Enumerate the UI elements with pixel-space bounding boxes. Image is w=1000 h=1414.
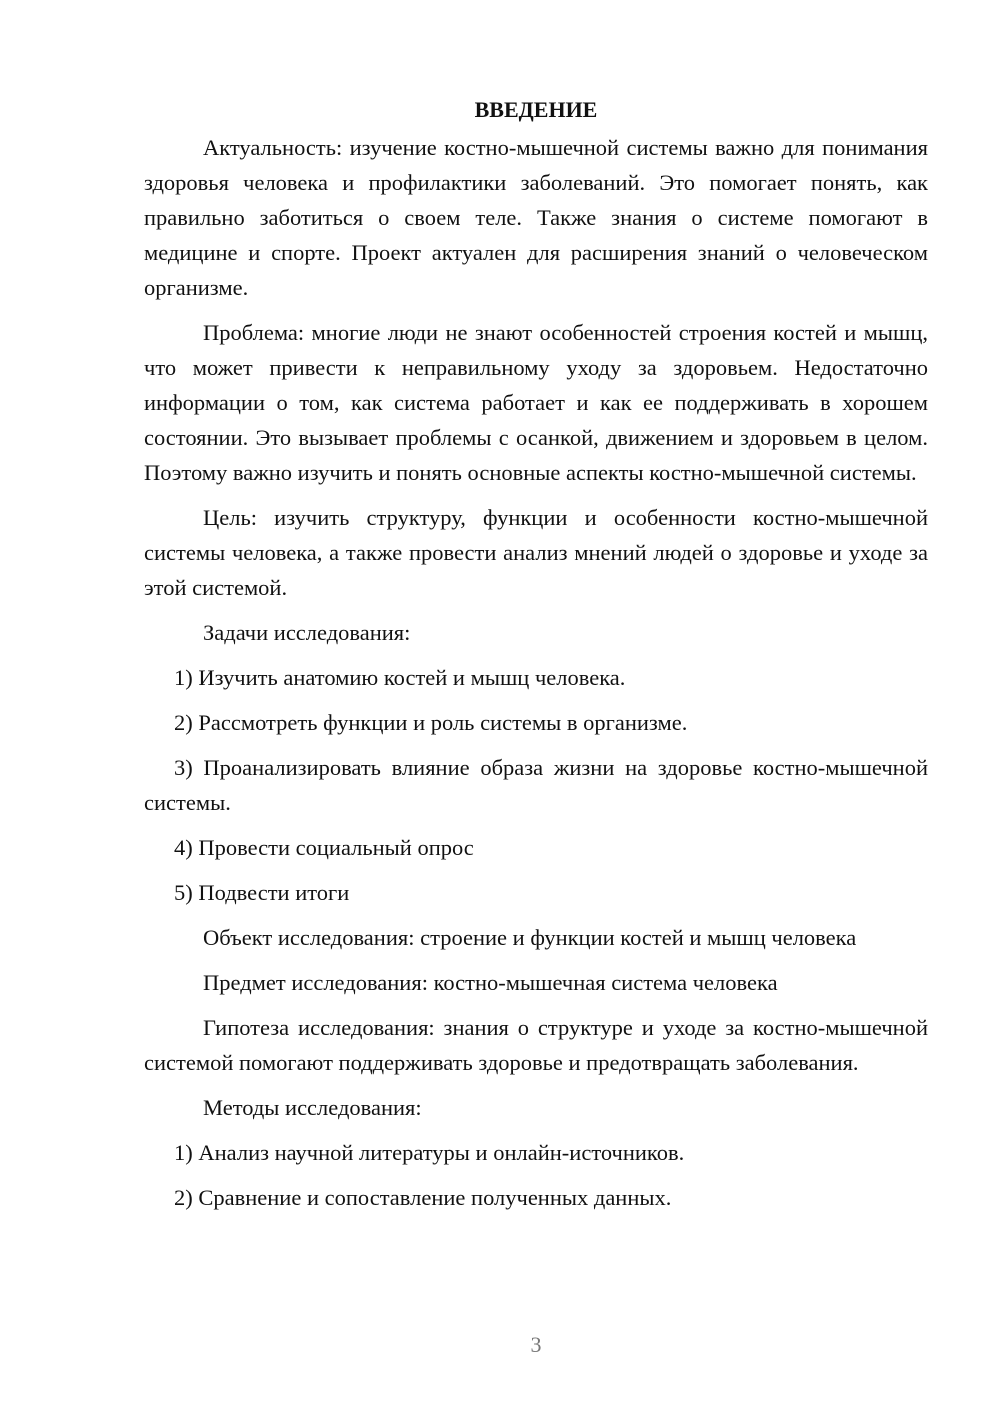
task-item-3: 3) Проанализировать влияние образа жизни на здоровье костно-мышечной системы.: [144, 755, 928, 815]
research-subject: Предмет исследования: костно-мышечная система человека: [203, 970, 778, 995]
page-number: 3: [530, 1332, 542, 1357]
research-hypothesis: Гипотеза исследования: знания о структуре и уходе за костно-мышечной системой помогают поддерживать здоровье и предотвращать заболевания.: [144, 1015, 928, 1075]
research-object: Объект исследования: строение и функции костей и мышц человека: [203, 925, 857, 950]
page-title: ВВЕДЕНИЕ: [474, 97, 598, 122]
task-item-2: 2) Рассмотреть функции и роль системы в организме.: [174, 710, 688, 735]
paragraph-goal: Цель: изучить структуру, функции и особенности костно-мышечной системы человека, а также провести анализ мнений людей о здоровье и уходе за этой системой.: [144, 505, 928, 600]
task-item-1: 1) Изучить анатомию костей и мышц человека.: [174, 665, 626, 690]
methods-heading: Методы исследования:: [203, 1095, 422, 1120]
task-item-4: 4) Провести социальный опрос: [174, 835, 474, 860]
paragraph-problem: Проблема: многие люди не знают особенностей строения костей и мышц, что может привести к неправильному уходу за здоровьем. Недостаточно информации о том, как система работает и как ее поддерживать в хорошем состоянии. Это вызывает проблемы с осанкой, движением и здоровьем в целом. Поэтому важно изучить и понять основные аспекты костно-мышечной системы.: [144, 320, 928, 485]
task-item-5: 5) Подвести итоги: [174, 880, 350, 905]
method-item-2: 2) Сравнение и сопоставление полученных данных.: [174, 1185, 672, 1210]
method-item-1: 1) Анализ научной литературы и онлайн-источников.: [174, 1140, 685, 1165]
document-page: [144, 92, 928, 1225]
tasks-heading: Задачи исследования:: [203, 620, 411, 645]
paragraph-relevance: Актуальность: изучение костно-мышечной системы важно для понимания здоровья человека и профилактики заболеваний. Это помогает понять, как правильно заботиться о своем теле. Также знания о системе помогают в медицине и спорте. Проект актуален для расширения знаний о человеческом организме.: [144, 135, 928, 300]
